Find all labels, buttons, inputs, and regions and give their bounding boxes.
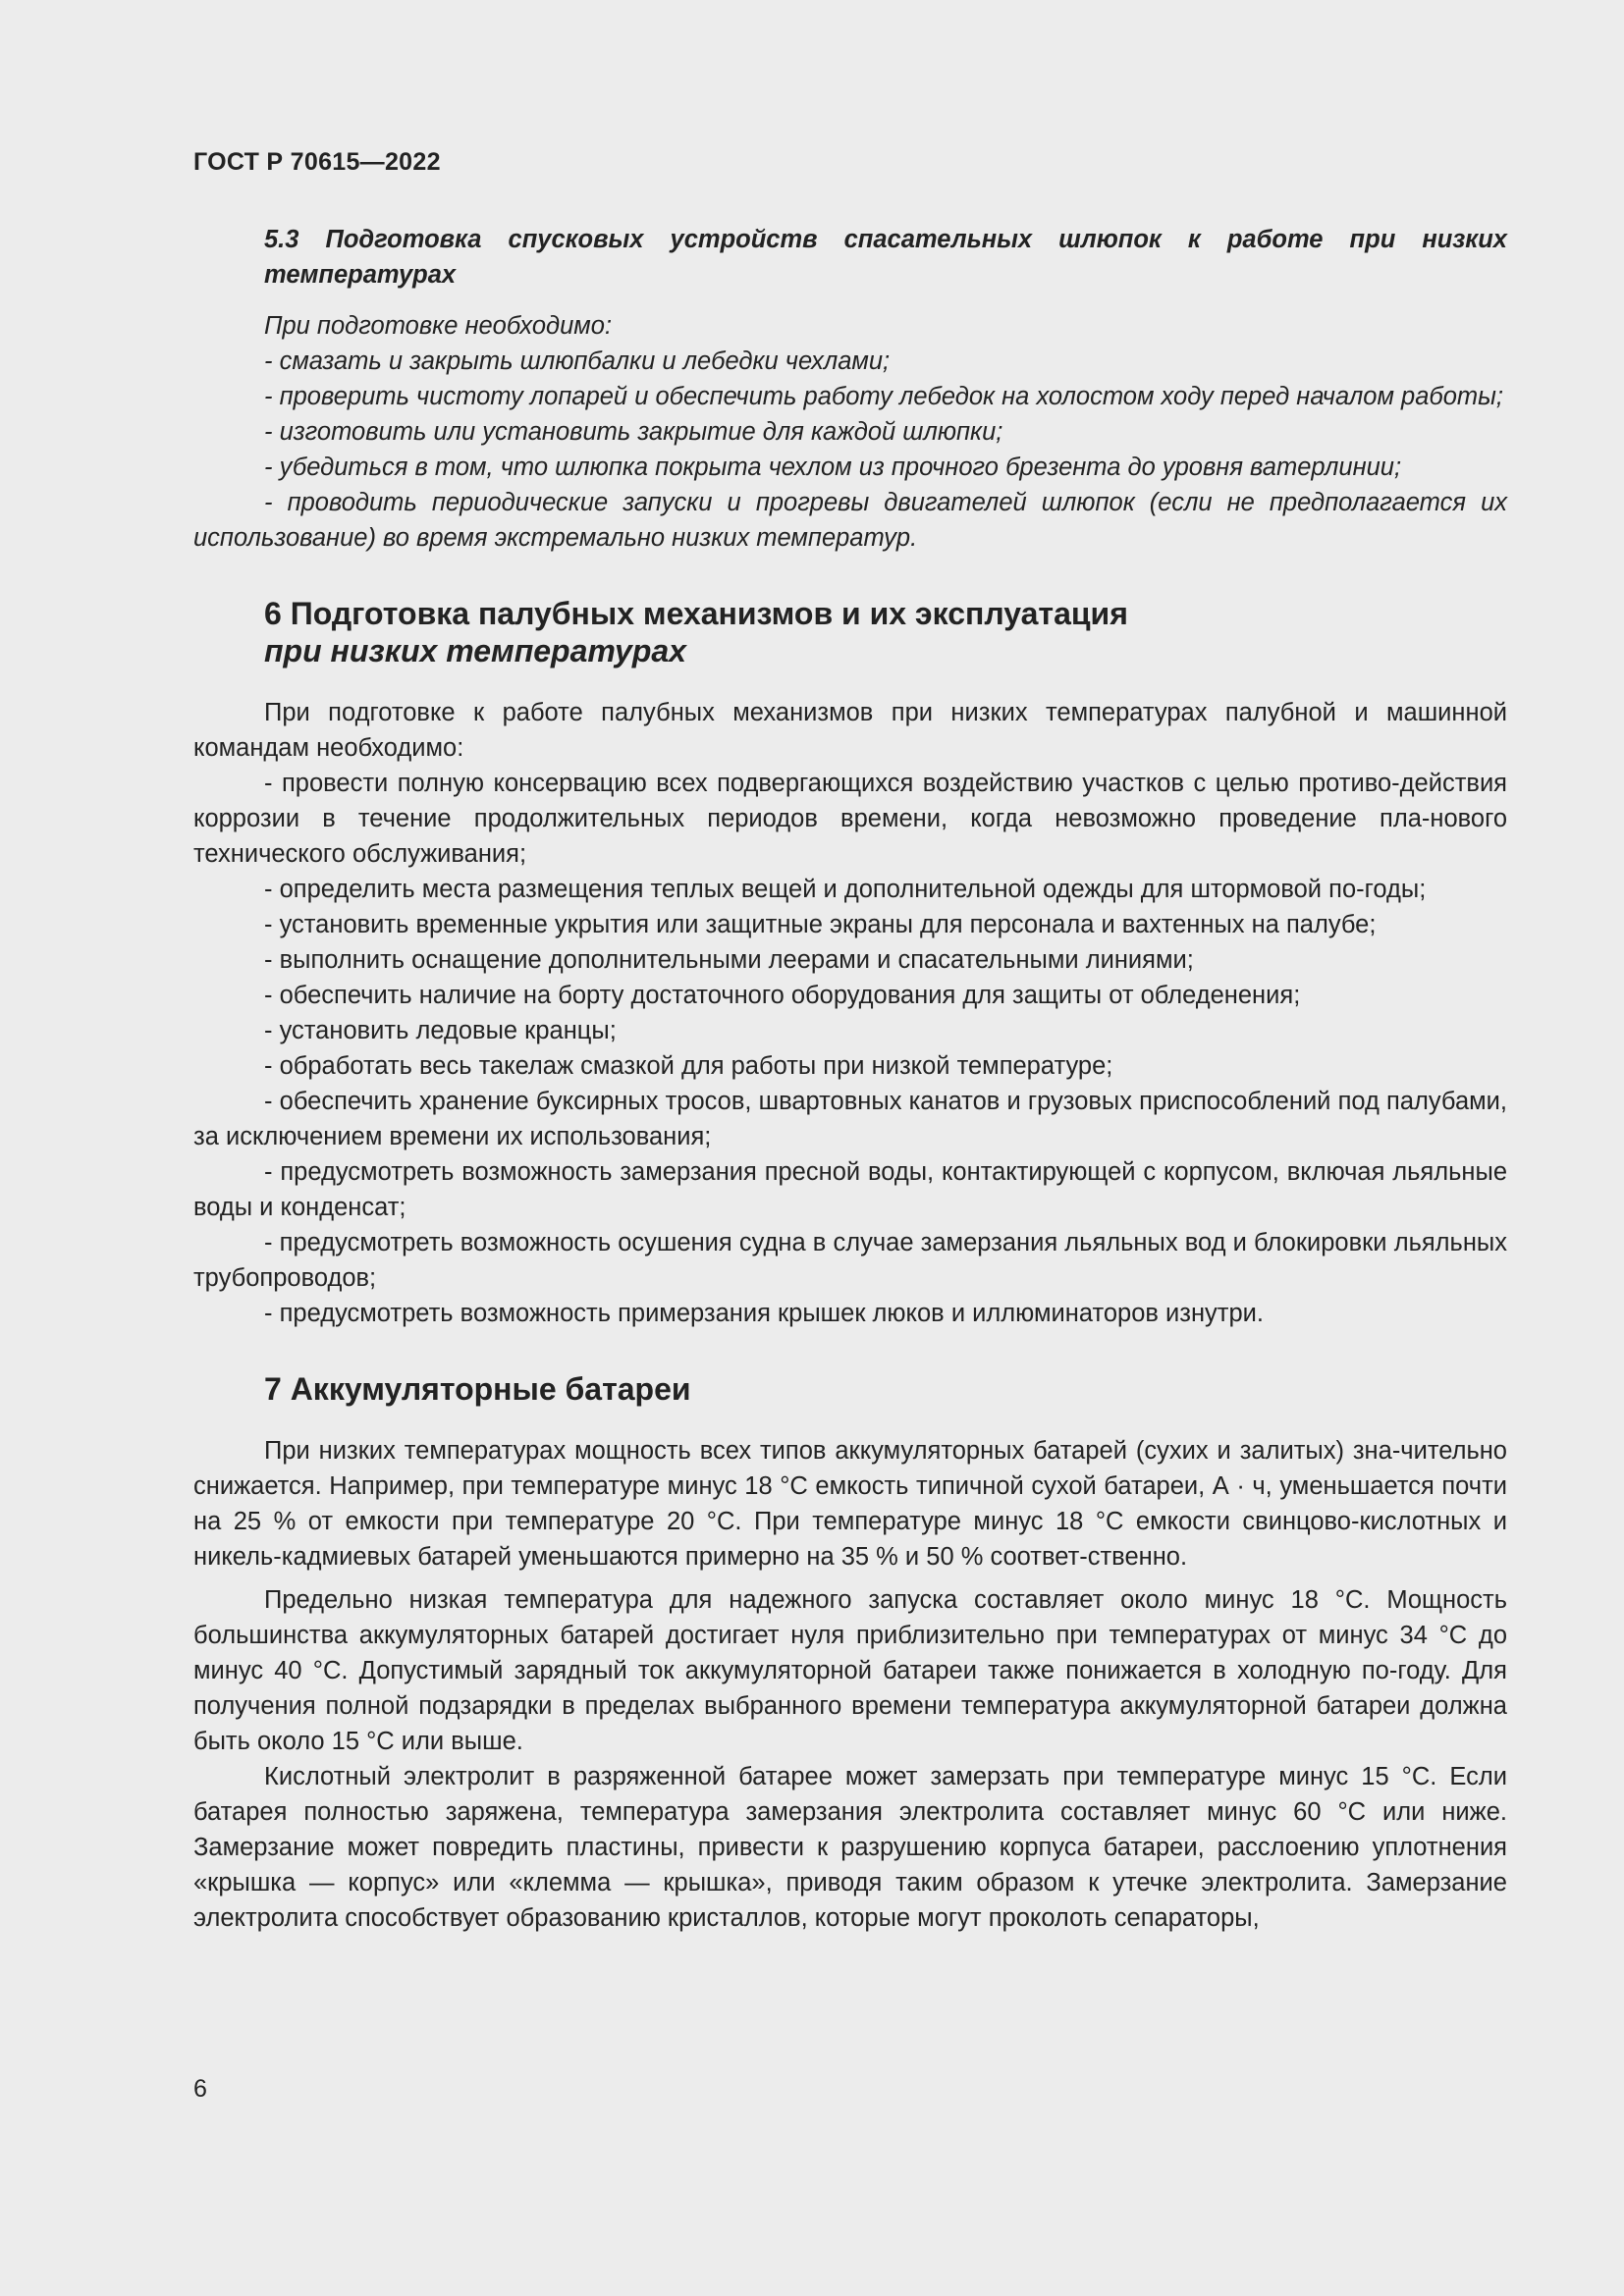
list-item: - убедиться в том, что шлюпка покрыта чехлом из прочного брезента до уровня ватерлинии; — [264, 454, 1402, 481]
section-6-intro: При подготовке к работе палубных механизмов при низких температурах палубной и машинной командам необходимо: — [193, 699, 1507, 762]
list-item: - предусмотреть возможность примерзания крышек люков и иллюминаторов изнутри. — [264, 1300, 1264, 1327]
paragraph: Кислотный электролит в разряженной батарее может замерзать при температуре минус 15 °С. Если батарея полностью заряжена, температура замерзания электролита составляет минус 60 °С или ниже. Замерзание может повредить пластины, привести к разрушению корпуса батареи, расслоению уплотнения «крышка — корпус» или «клемма — крышка», приводя таким образом к утечке электролита. Замерзание электролита способствует образованию кристаллов, которые могут проколоть сепараторы, — [193, 1763, 1507, 1932]
list-item: - предусмотреть возможность замерзания пресной воды, контактирующей с корпусом, включая льяльные воды и конденсат; — [193, 1158, 1507, 1221]
section-5-3-intro: При подготовке необходимо: — [264, 312, 613, 340]
list-item: - установить ледовые кранцы; — [264, 1017, 617, 1044]
section-6-title-line1: 6 Подготовка палубных механизмов и их эксплуатация — [264, 596, 1128, 631]
page-content — [193, 222, 1507, 1936]
section-7-title: 7 Аккумуляторные батареи — [264, 1371, 691, 1407]
paragraph: При низких температурах мощность всех типов аккумуляторных батарей (сухих и залитых) зна-чительно снижается. Например, при температуре минус 18 °С емкость типичной сухой батареи, А · ч, уменьшается почти на 25 % от емкости при температуре 20 °С. При температуре минус 18 °С емкости свинцово-кислотных и никель-кадмиевых батарей уменьшаются примерно на 35 % и 50 % соответ-ственно. — [193, 1437, 1507, 1571]
list-item: - проверить чистоту лопарей и обеспечить работу лебедок на холостом ходу перед началом работы; — [264, 383, 1504, 410]
list-item: - определить места размещения теплых вещей и дополнительной одежды для штормовой по-годы; — [264, 876, 1427, 903]
list-item: - смазать и закрыть шлюпбалки и лебедки чехлами; — [264, 347, 891, 375]
list-item: - предусмотреть возможность осушения судна в случае замерзания льяльных вод и блокировки льяльных трубопроводов; — [193, 1229, 1507, 1292]
list-item: - выполнить оснащение дополнительными леерами и спасательными линиями; — [264, 946, 1194, 974]
list-item: - изготовить или установить закрытие для каждой шлюпки; — [264, 418, 1003, 446]
list-item: - проводить периодические запуски и прогревы двигателей шлюпок (если не предполагается их использование) во время экстремально низких температур. — [193, 489, 1507, 552]
list-item: - обеспечить хранение буксирных тросов, швартовных канатов и грузовых приспособлений под палубами, за исключением времени их использования; — [193, 1088, 1507, 1150]
list-item: - обеспечить наличие на борту достаточного оборудования для защиты от обледенения; — [264, 982, 1301, 1009]
section-6-heading — [193, 595, 1507, 669]
list-item: - установить временные укрытия или защитные экраны для персонала и вахтенных на палубе; — [264, 911, 1377, 938]
section-7-heading — [193, 1370, 1507, 1408]
list-item: - обработать весь такелаж смазкой для работы при низкой температуре; — [264, 1052, 1113, 1080]
section-6-title-line2: при низких температурах — [264, 633, 686, 668]
document-header: ГОСТ Р 70615—2022 — [193, 148, 441, 176]
section-5-3-title: 5.3 Подготовка спусковых устройств спасательных шлюпок к работе при низких температурах — [264, 226, 1507, 289]
list-item: - провести полную консервацию всех подвергающихся воздействию участков с целью противо-действия коррозии в течение продолжительных периодов времени, когда невозможно проведение пла-нового технического обслуживания; — [193, 770, 1507, 868]
paragraph: Предельно низкая температура для надежного запуска составляет около минус 18 °С. Мощность большинства аккумуляторных батарей достигает нуля приблизительно при температурах от минус 34 °С до минус 40 °С. Допустимый зарядный ток аккумуляторной батареи также понижается в холодную по-году. Для получения полной подзарядки в пределах выбранного времени температура аккумуляторной батареи должна быть около 15 °С или выше. — [193, 1586, 1507, 1755]
page-number: 6 — [193, 2075, 207, 2103]
